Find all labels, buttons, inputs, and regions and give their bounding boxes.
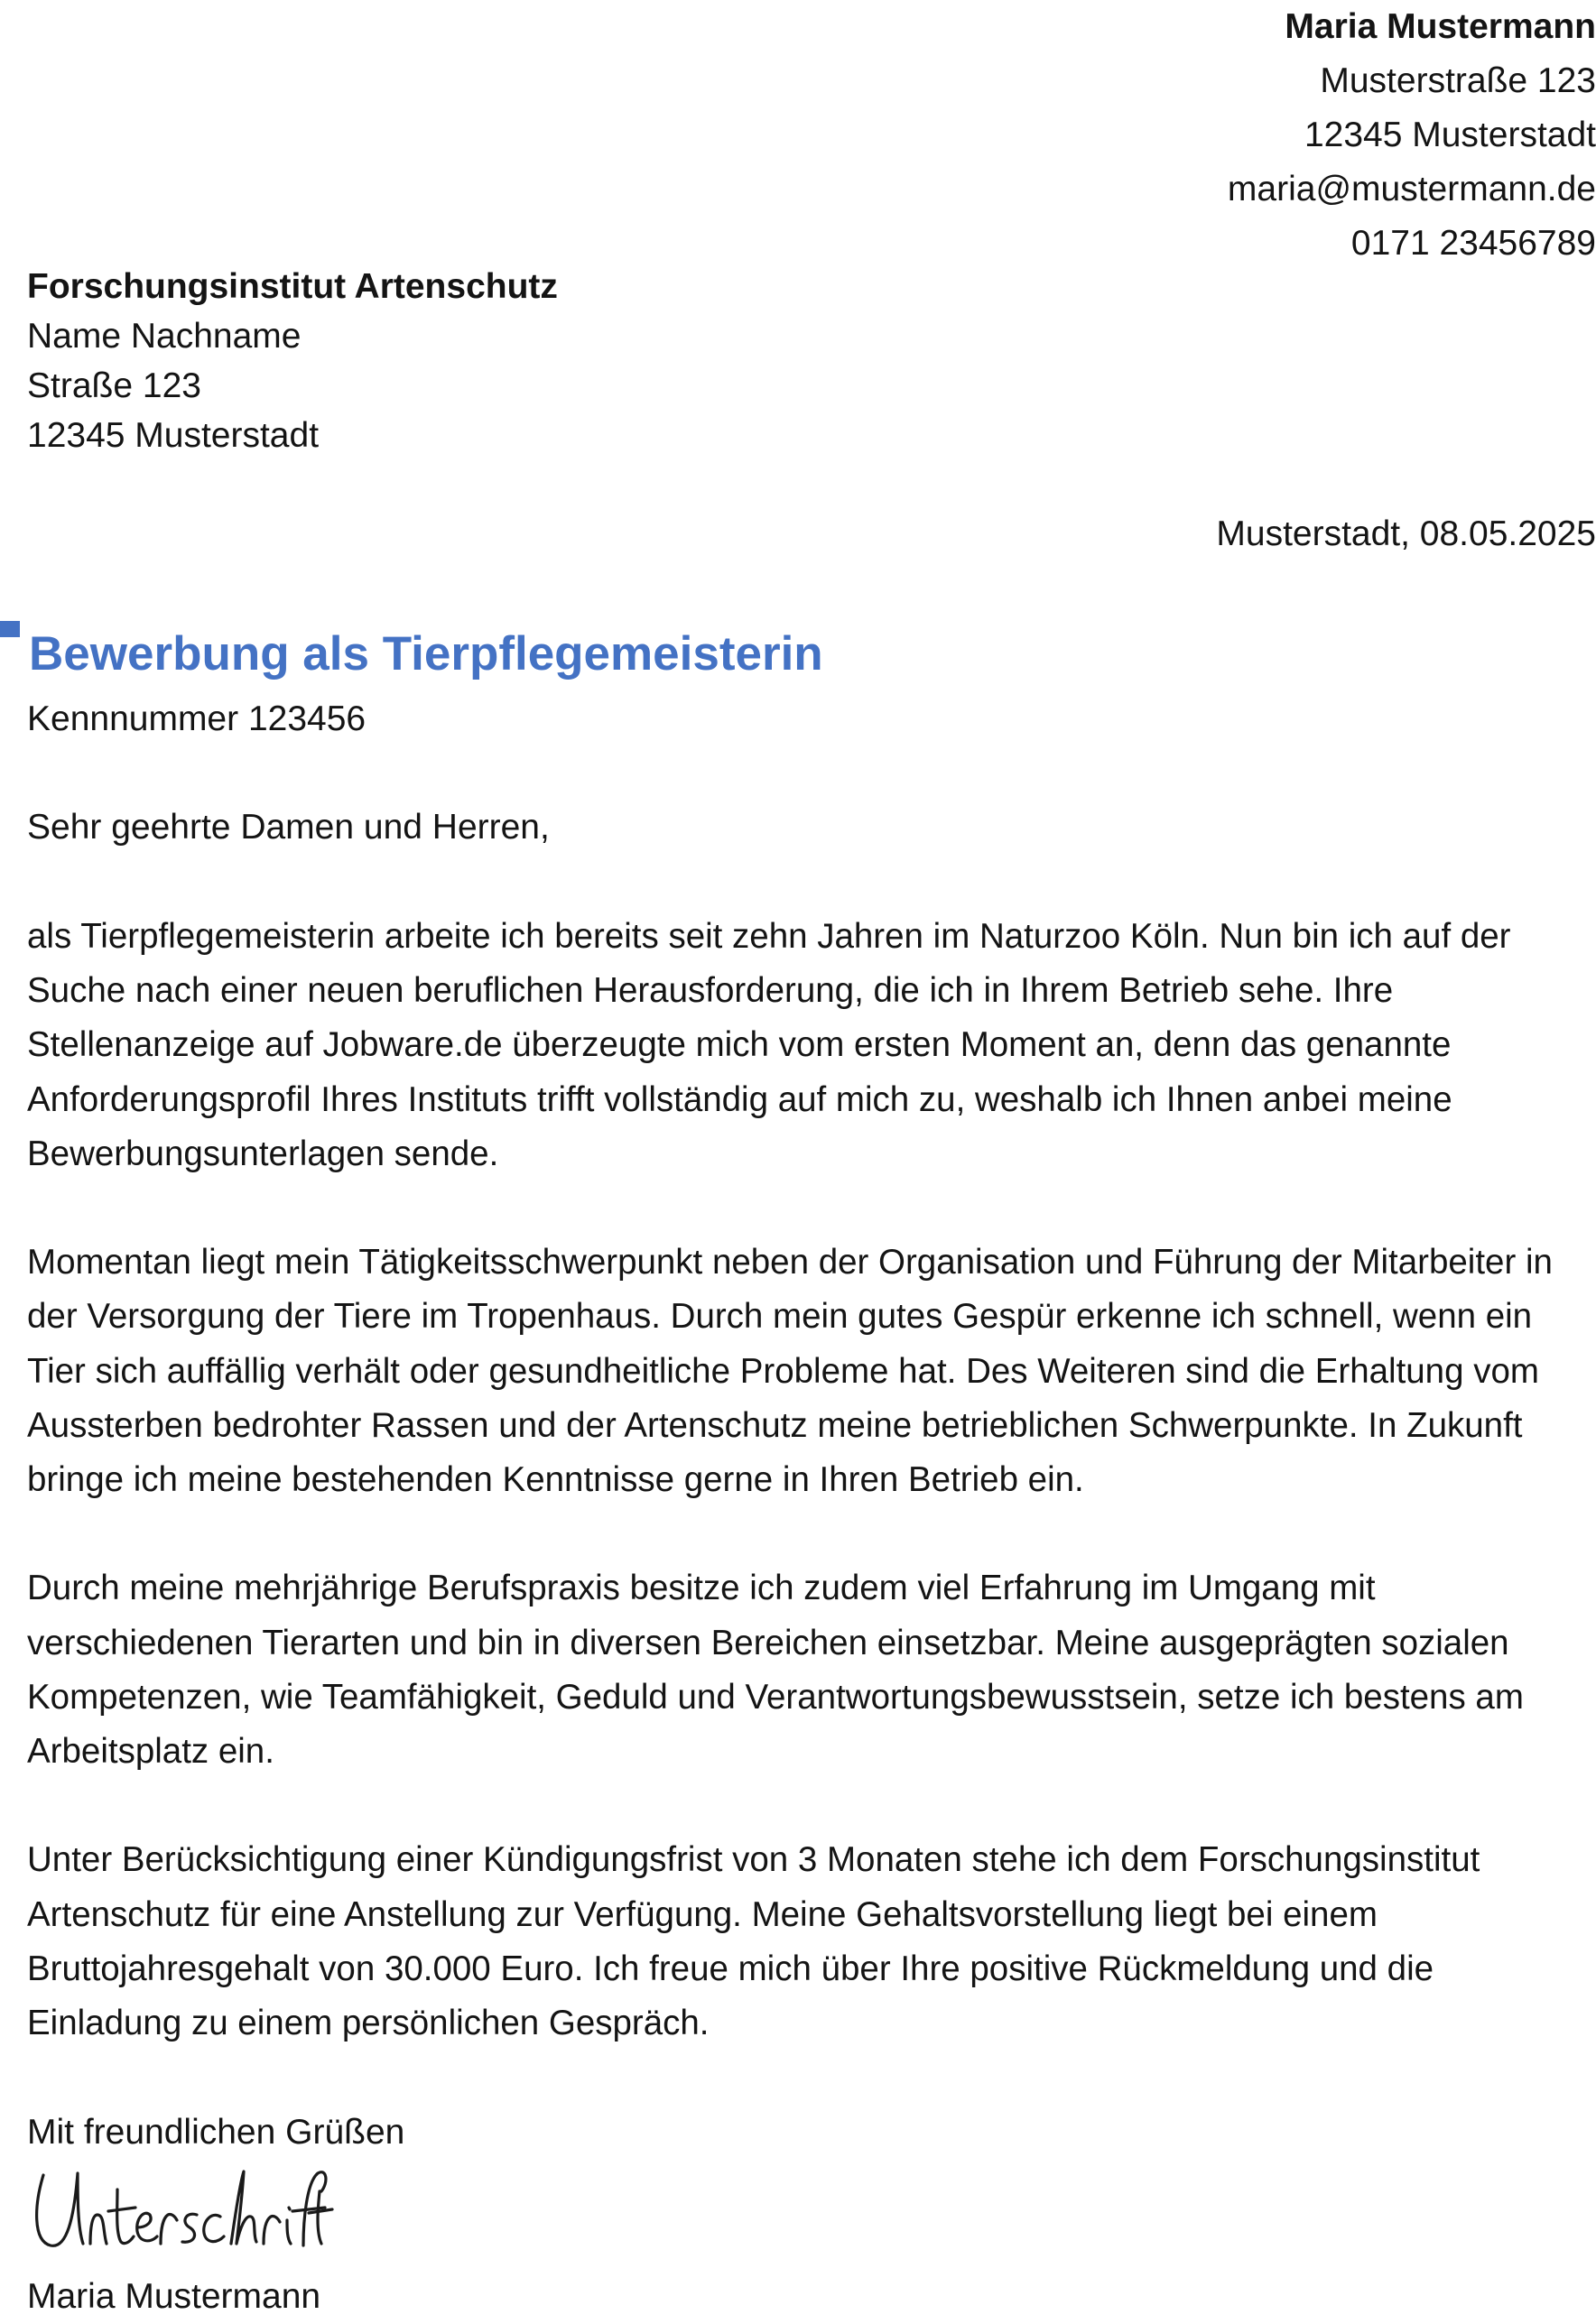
letter-date: Musterstadt, 08.05.2025: [1216, 514, 1596, 553]
letter-subject: Bewerbung als Tierpflegemeisterin: [29, 627, 823, 681]
body-paragraph: als Tierpflegemeisterin arbeite ich bereits seit zehn Jahren im Naturzoo Köln. Nun bin ich auf der Suche nach einer neuen beruflichen Herausforderung, die ich in Ihrem Betrieb sehe. Ihre Stellenanzeige auf Jobware.de überzeugte mich vom ersten Moment an, denn das genannte Anforderungsprofil Ihres Instituts trifft vollständig auf mich zu, weshalb ich Ihnen anbei meine Bewerbungsunterlagen sende.: [27, 917, 1511, 1173]
signer-name: Maria Mustermann: [27, 2277, 321, 2316]
sender-email: maria@mustermann.de: [1227, 170, 1596, 208]
recipient-street: Straße 123: [27, 366, 201, 405]
sender-city: 12345 Musterstadt: [1304, 116, 1596, 154]
recipient-city: 12345 Musterstadt: [27, 416, 320, 455]
letter-body: [27, 910, 1593, 2105]
reference-number: Kennnummer 123456: [27, 699, 367, 738]
salutation: Sehr geehrte Damen und Herren,: [27, 808, 550, 847]
recipient-contact: Name Nachname: [27, 317, 302, 356]
subject-marker: [0, 621, 20, 637]
sender-phone: 0171 23456789: [1350, 224, 1596, 263]
sender-street: Musterstraße 123: [1320, 61, 1596, 100]
body-paragraph: Momentan liegt mein Tätigkeitsschwerpunkt neben der Organisation und Führung der Mitarbeiter in der Versorgung der Tiere im Tropenhaus. Durch mein gutes Gespür erkenne ich schnell, wenn ein Tier sich auffällig verhält oder gesundheitliche Probleme hat. Des Weiteren sind die Erhaltung vom Aussterben bedrohter Rassen und der Artenschutz meine betrieblichen Schwerpunkte. In Zukunft bringe ich meine bestehenden Kenntnisse gerne in Ihren Betrieb ein.: [27, 1243, 1553, 1500]
recipient-block: [27, 262, 558, 460]
closing-phrase: Mit freundlichen Grüßen: [27, 2113, 405, 2152]
sender-name: Maria Mustermann: [1285, 7, 1596, 46]
body-paragraph: Unter Berücksichtigung einer Kündigungsfrist von 3 Monaten stehe ich dem Forschungsinstitut Artenschutz für eine Anstellung zur Verfügung. Meine Gehaltsvorstellung liegt bei einem Bruttojahresgehalt von 30.000 Euro. Ich freue mich über Ihre positive Rückmeldung und die Einladung zu einem persönlichen Gespräch.: [27, 1840, 1480, 2043]
recipient-organization: Forschungsinstitut Artenschutz: [27, 267, 558, 306]
sender-block: [964, 0, 1596, 271]
handwritten-signature: [27, 2155, 334, 2264]
body-paragraph: Durch meine mehrjährige Berufspraxis besitze ich zudem viel Erfahrung im Umgang mit verschiedenen Tierarten und bin in diversen Bereichen einsetzbar. Meine ausgeprägten sozialen Kompetenzen, wie Teamfähigkeit, Geduld und Verantwortungsbewusstsein, setze ich bestens am Arbeitsplatz ein.: [27, 1569, 1524, 1772]
